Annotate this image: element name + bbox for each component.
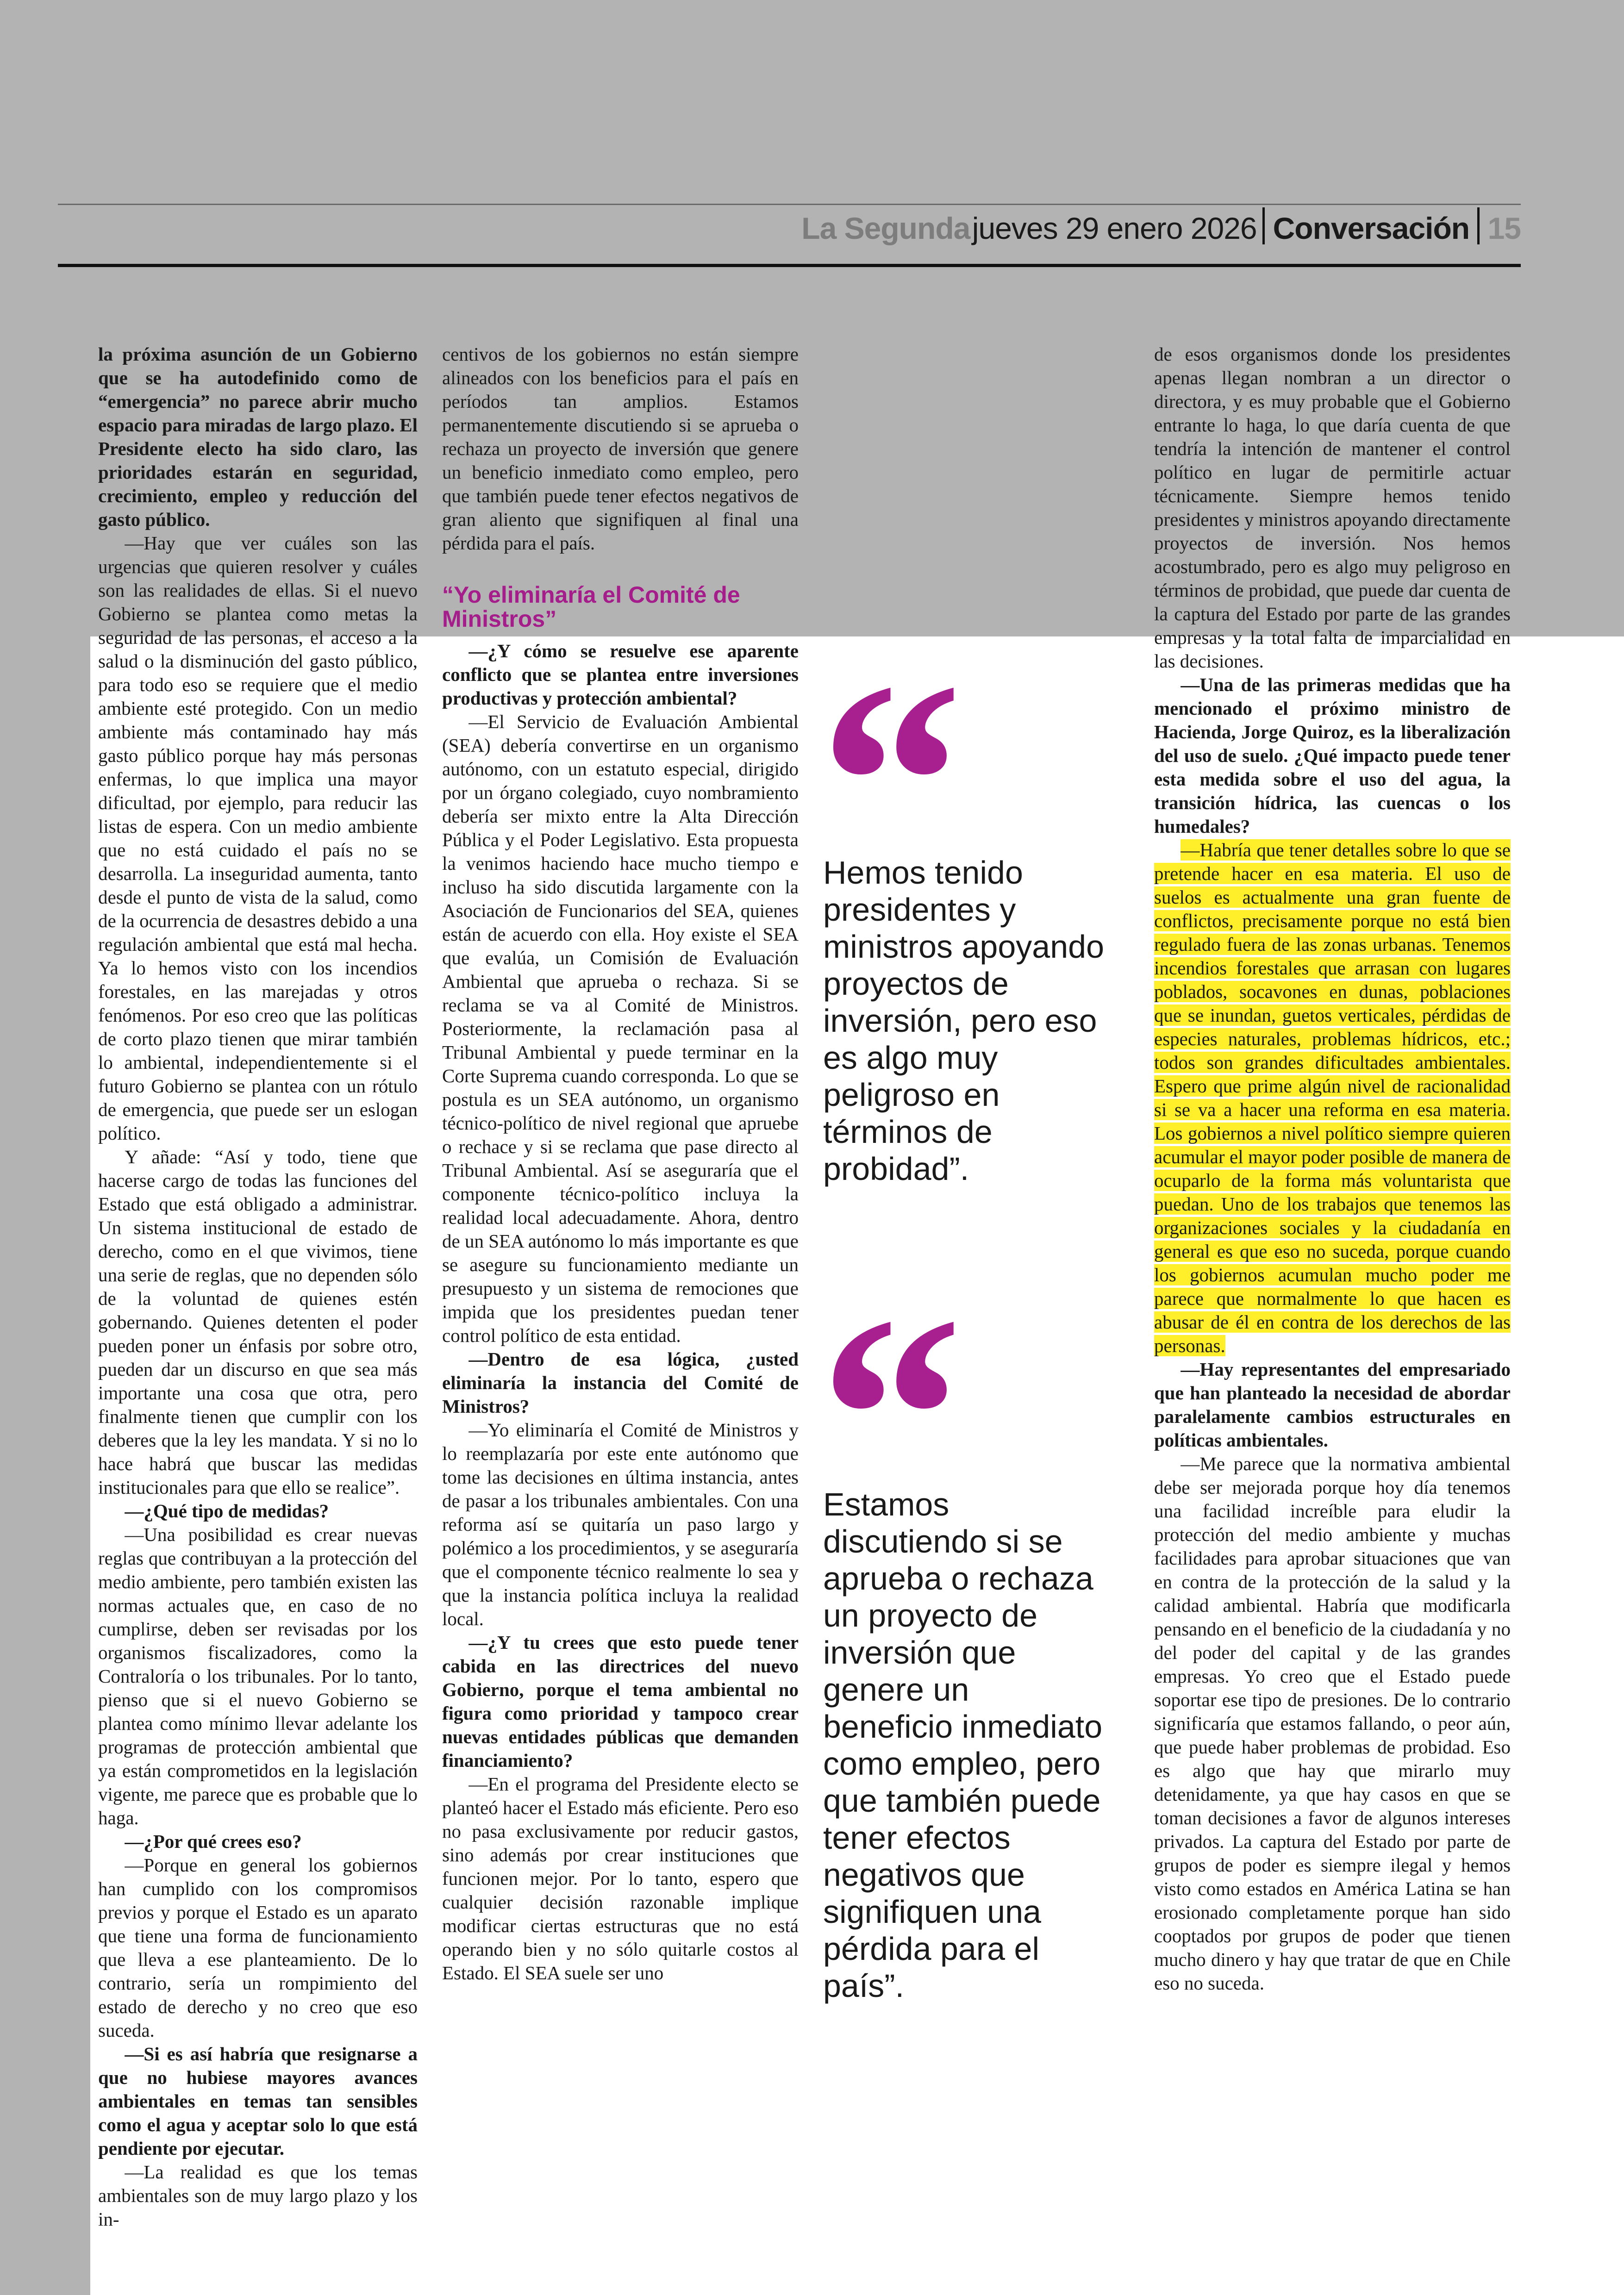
section-subheading: “Yo eliminaría el Comité de Ministros” <box>442 582 740 632</box>
interview-question: —¿Y tu crees que esto puede tener cabida en las directrices del nuevo Gobierno, porque el tema ambiental no figura como prioridad y tampoco crear nuevas entidades públicas que demanden financiamiento? <box>442 1632 799 1771</box>
answer-paragraph: —El Servicio de Evaluación Ambiental (SEA) debería convertirse en un organismo autónomo, con un estatuto especial, dirigido por un órgano colegiado, cuyo nombramiento debería ser mixto entre la Alta Dirección Pública y el Poder Legislativo. Esta propuesta la venimos haciendo hace mucho tiempo e incluso ha sido discutida largamente con la Asociación de Funcionarios del SEA, quienes están de acuerdo con ella. Hoy existe el SEA que evalúa, un Comisión de Evaluación Ambiental que aprueba o rechaza. Si se reclama se va al Comité de Ministros. Posteriormente, la reclamación pasa al Tribunal Ambiental y puede terminar en la Corte Suprema cuando corresponda. Lo que se postula es un SEA autónomo, un organismo técnico-político de nivel regional que apruebe o rechace y si se reclama que pase directo al Tribunal Ambiental. Así se aseguraría que el componente técnico-político incluya la realidad local adecuadamente. Ahora, dentro de un SEA autónomo lo más importante es que se asegure su funcionamiento mediante un presupuesto y un sistema de remociones que impida que los presidentes puedan tener control político de esta entidad. <box>442 711 799 1346</box>
interview-question: —¿Y cómo se resuelve ese aparente conflicto que se plantea entre inversiones productivas y protección ambiental? <box>442 640 799 709</box>
article-column-4 <box>1154 343 1511 1995</box>
interview-question: —Hay representantes del empresariado que han planteado la necesidad de abordar paralelamente cambios estructurales en políticas ambientales. <box>1154 1359 1511 1451</box>
article-column-1 <box>98 343 418 2231</box>
body-paragraph: Y añade: “Así y todo, tiene que hacerse cargo de todas las funciones del Estado que está obligado a administrar. Un sistema institucional de estado de derecho, como en el que vivimos, tiene una serie de reglas, que no dependen sólo de la voluntad de quienes estén gobernando. Quienes detenten el poder pueden poner un énfasis por sobre otro, pueden dar un discurso en que sea más importante una cosa que otra, pero finalmente tienen que cumplir con los deberes que la ley les mandata. Y si no lo hace habrá que buscar las medidas institucionales para que ello se realice”. <box>98 1146 418 1498</box>
section-name: Conversación <box>1273 211 1470 245</box>
issue-date: jueves 29 enero 2026 <box>972 211 1257 245</box>
pull-quote-1: Hemos tenido presidentes y ministros apoyando proyectos de inversión, pero eso es algo muy peligroso en términos de probidad”. <box>823 854 1104 1187</box>
interview-question: —¿Qué tipo de medidas? <box>125 1500 329 1522</box>
page-number: 15 <box>1487 211 1521 245</box>
masthead-divider <box>1262 207 1265 244</box>
article-column-2 <box>442 343 799 1985</box>
masthead-divider <box>1477 207 1480 244</box>
quote-mark-icon <box>819 667 963 805</box>
header-rule-top <box>58 204 1521 205</box>
answer-paragraph: —En el programa del Presidente electo se planteó hacer el Estado más eficiente. Pero eso no pasa exclusivamente por reducir gastos, sino además por crear instituciones que funcionen mejor. Por lo tanto, espero que cualquier decisión razonable implique modificar ciertas estructuras que no está operando bien y no sólo quitarle costos al Estado. El SEA suele ser uno <box>442 1773 799 1983</box>
body-paragraph: de esos organismos donde los presidentes apenas llegan nombran a un director o directora, y es muy probable que el Gobierno entrante lo haga, lo que daría cuenta de que tendría la intención de mantener el control político en lugar de permitirle actuar técnicamente. Siempre hemos tenido presidentes y ministros apoyando directamente proyectos de inversión. Nos hemos acostumbrado, pero es algo muy peligroso en términos de probidad, que puede dar cuenta de la captura del Estado por parte de las grandes empresas y la total falta de imparcialidad en las decisiones. <box>1154 343 1511 672</box>
answer-paragraph: —Porque en general los gobiernos han cumplido con los compromisos previos y porque el Estado es un aparato que tiene una forma de funcionamiento que lleva a ese planteamiento. De lo contrario, sería un rompimiento del estado de derecho y no creo que eso suceda. <box>98 1854 418 2041</box>
interview-question: —¿Por qué crees eso? <box>125 1831 302 1852</box>
masthead <box>58 207 1521 259</box>
highlighted-answer-paragraph <box>1154 838 1511 1358</box>
pull-quote-2: Estamos discutiendo si se aprueba o rechaza un proyecto de inversión que genere un beneficio inmediato como empleo, pero que también puede tener efectos negativos que signifiquen una pérdida para el país”. <box>823 1486 1103 2004</box>
answer-paragraph: —Una posibilidad es crear nuevas reglas que contribuyan a la protección del medio ambiente, pero también existen las normas actuales que, en caso de no cumplirse, deben ser revisadas por los organismos fiscalizadores, como la Contraloría o los tribunales. Por lo tanto, pienso que si el nuevo Gobierno se plantea como mínimo llevar adelante los programas de protección ambiental que ya están comprometidos en la legislación vigente, me parece que es probable que lo haga. <box>98 1524 418 1828</box>
body-paragraph: centivos de los gobiernos no están siempre alineados con los beneficios para el país en períodos tan amplios. Estamos permanentemente discutiendo si se aprueba o rechaza un proyecto de inversión que genere un beneficio inmediato como empleo, pero que también puede tener efectos negativos de gran aliento que signifiquen al final una pérdida para el país. <box>442 343 799 554</box>
text-highlight: —Habría que tener detalles sobre lo que se pretende hacer en esa materia. El uso de suelos es actualmente una gran fuente de conflictos, precisamente porque no está bien regulado fuera de las zonas urbanas. Tenemos incendios forestales que arrasan con lugares poblados, socavones en dunas, poblaciones que se inundan, guetos verticales, pérdidas de especies naturales, problemas hídricos, etc.; todos son grandes dificultades ambientales. Espero que prime algún nivel de racionalidad si se va a hacer una reforma en esa materia. Los gobiernos a nivel político siempre quieren acumular el mayor poder posible de manera de ocuparlo de la forma más voluntarista que puedan. Uno de los trabajos que tenemos las organizaciones sociales y la ciudadanía en general es que eso no suceda, porque cuando los gobiernos acumulan mucho poder me parece que normalmente lo que hacen es abusar de él en contra de los derechos de las personas. <box>1154 839 1511 1356</box>
answer-paragraph: —Hay que ver cuáles son las urgencias que quieren resolver y cuáles son las realidades de ellas. Si el nuevo Gobierno se plantea como metas la seguridad de las personas, el acceso a la salud o la disminución del gasto público, para todo eso se requiere que el medio ambiente esté protegido. Con un medio ambiente más contaminado hay más gasto público porque hay más personas enfermas, lo que implica una mayor dificultad, por ejemplo, para reducir las listas de espera. Con un medio ambiente que no está cuidado el país no se desarrolla. La inseguridad aumenta, tanto desde el punto de vista de la salud, como de la ocurrencia de desastres debido a una regulación ambiental que está mal hecha. Ya lo hemos visto con los incendios forestales, en las marejadas y otros fenómenos. Por eso creo que las políticas de corto plazo tienen que mirar también lo ambiental, independientemente si el futuro Gobierno se plantea con un rótulo de emergencia, que puede ser un eslogan político. <box>98 532 418 1144</box>
quote-mark-icon <box>819 1301 963 1440</box>
answer-paragraph: —La realidad es que los temas ambientales son de muy largo plazo y los in- <box>98 2161 418 2230</box>
header-rule-bottom <box>58 264 1521 267</box>
answer-paragraph: —Yo eliminaría el Comité de Ministros y lo reemplazaría por este ente autónomo que tome las decisiones en última instancia, antes de pasar a los tribunales ambientales. Con una reforma así se quitaría un paso largo y polémico a los procedimientos, y se aseguraría que el componente técnico realmente lo sea y que la instancia política incluya la realidad local. <box>442 1419 799 1629</box>
publication-name: La Segunda <box>801 211 970 245</box>
intro-question: la próxima asunción de un Gobierno que se ha autodefinido como de “emergencia” no parece abrir mucho espacio para miradas de largo plazo. El Presidente electo ha sido claro, las prioridades estarán en seguridad, crecimiento, empleo y reducción del gasto público. <box>98 343 418 530</box>
answer-paragraph: —Me parece que la normativa ambiental debe ser mejorada porque hoy día tenemos una facilidad increíble para eludir la protección del medio ambiente y muchas facilidades para aprobar situaciones que van en contra de la protección de la salud y la calidad ambiental. Habría que modificarla pensando en el beneficio de la ciudadanía y no del poder del capital y de las grandes empresas. Yo creo que el Estado puede soportar ese tipo de presiones. De lo contrario significaría que estamos fallando, o peor aún, que puede haber problemas de probidad. Eso es algo que hay que mirarlo muy detenidamente, ya que hay casos en que se toman decisiones a favor de algunos intereses privados. La captura del Estado por parte de grupos de poder es siempre ilegal y hemos visto como estados en América Latina se han erosionado completamente porque han sido cooptados por grupos de poder que tienen mucho dinero y hay que tratar de que en Chile eso no suceda. <box>1154 1453 1511 1994</box>
interview-question: —Dentro de esa lógica, ¿usted eliminaría la instancia del Comité de Ministros? <box>442 1348 799 1417</box>
interview-question: —Una de las primeras medidas que ha mencionado el próximo ministro de Hacienda, Jorge Quiroz, es la liberalización del uso de suelo. ¿Qué impacto puede tener esta medida sobre el uso del agua, la transición hídrica, las cuencas o los humedales? <box>1154 674 1511 837</box>
interview-question: —Si es así habría que resignarse a que no hubiese mayores avances ambientales en temas tan sensibles como el agua y aceptar solo lo que está pendiente por ejecutar. <box>98 2043 418 2159</box>
